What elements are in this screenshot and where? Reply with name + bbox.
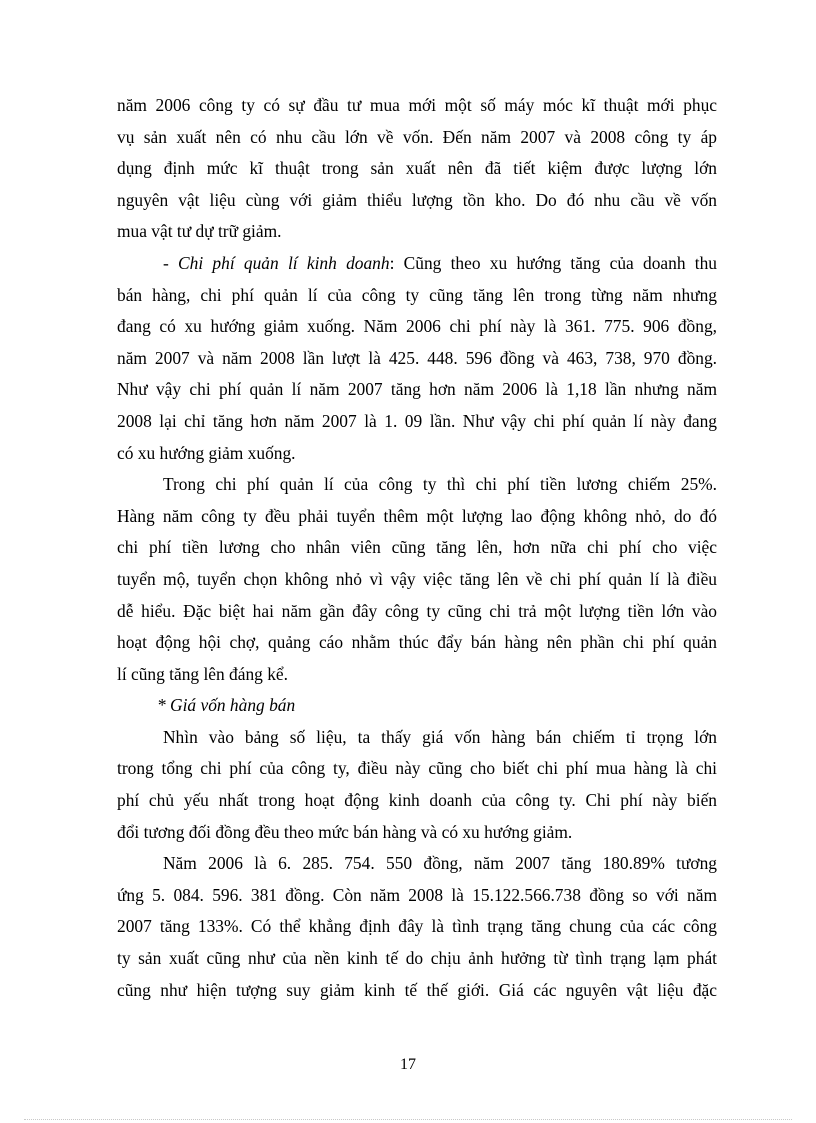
text-line: chi phí tiền lương cho nhân viên cũng tăng lên, hơn nữa chi phí cho việc [117,537,717,558]
body-text [117,90,717,1006]
heading-continuation: : Cũng theo xu hướng tăng của doanh thu [389,252,717,273]
text-line: 2007 tăng 133%. Có thể khẳng định đây là tình trạng tăng chung của các công [117,916,717,937]
paragraph-tien-luong [117,469,717,690]
text-line: mua vật tư dự trữ giảm. [117,221,282,242]
text-line: tuyển mộ, tuyển chọn không nhỏ vì vậy việc tăng lên về chi phí quản lí là điều [117,568,717,589]
text-line: vụ sản xuất nên có nhu cầu lớn về vốn. Đến năm 2007 và 2008 công ty áp [117,126,717,147]
paragraph-chi-phi-quan-li [117,248,717,469]
text-line: Năm 2006 là 6. 285. 754. 550 đồng, năm 2007 tăng 180.89% tương [163,853,717,874]
text-line: dụng định mức kĩ thuật trong sản xuất nên đã tiết kiệm được lượng lớn [117,158,717,179]
text-line: cũng như hiện tượng suy giảm kinh tế thế giới. Giá các nguyên vật liệu đặc [117,979,717,1000]
text-line: năm 2006 công ty có sự đầu tư mua mới một số máy móc kĩ thuật mới phục [117,95,717,115]
text-line: Nhìn vào bảng số liệu, ta thấy giá vốn hàng bán chiếm tỉ trọng lớn [163,726,717,747]
text-line: có xu hướng giảm xuống. [117,442,296,463]
text-line: hoạt động hội chợ, quảng cáo nhằm thúc đẩy bán hàng nên phần chi phí quản [117,632,717,653]
page-bottom-divider [24,1119,792,1120]
text-line: lí cũng tăng lên đáng kể. [117,663,288,684]
text-line: Trong chi phí quản lí của công ty thì chi phí tiền lương chiếm 25%. [163,474,717,495]
paragraph-vat-tu [117,90,717,248]
page-number: 17 [400,1056,416,1073]
text-line: 2008 lại chỉ tăng hơn năm 2007 là 1. 09 lần. Như vậy chi phí quản lí này đang [117,410,717,431]
text-line: Như vậy chi phí quản lí năm 2007 tăng hơn năm 2006 là 1,18 lần nhưng năm [117,379,717,400]
text-line: năm 2007 và năm 2008 lần lượt là 425. 448. 596 đồng và 463, 738, 970 đồng. [117,347,717,368]
text-line [117,248,717,280]
paragraph-nam-2006 [117,848,717,1006]
text-line: ty sản xuất cũng như của nền kinh tế do chịu ảnh hưởng từ tình trạng lạm phát [117,948,717,969]
text-line: nguyên vật liệu cùng với giảm thiểu lượng tồn kho. Do đó nhu cầu về vốn [117,189,717,210]
text-line: ứng 5. 084. 596. 381 đồng. Còn năm 2008 là 15.122.566.738 đồng so với năm [117,884,717,905]
text-line: đang có xu hướng giảm xuống. Năm 2006 chi phí này là 361. 775. 906 đồng, [117,316,717,337]
text-line: Hàng năm công ty đều phải tuyển thêm một lượng lao động không nhỏ, do đó [117,505,717,526]
text-line: bán hàng, chi phí quản lí của công ty cũng tăng lên trong từng năm nhưng [117,284,717,305]
section-heading-chi-phi-quan-li: - Chi phí quản lí kinh doanh [163,252,390,273]
text-line: phí chủ yếu nhất trong hoạt động kinh doanh của công ty. Chi phí này biến [117,790,717,811]
paragraph-gia-von [117,722,717,848]
text-line: trong tổng chi phí của công ty, điều này cũng cho biết chi phí mua hàng là chi [117,758,717,779]
text-line: dễ hiểu. Đặc biệt hai năm gần đây công ty cũng chi trả một lượng tiền lớn vào [117,600,717,621]
text-line: đổi tương đối đồng đều theo mức bán hàng và có xu hướng giảm. [117,821,573,842]
section-heading-gia-von: * Giá vốn hàng bán [157,695,296,716]
